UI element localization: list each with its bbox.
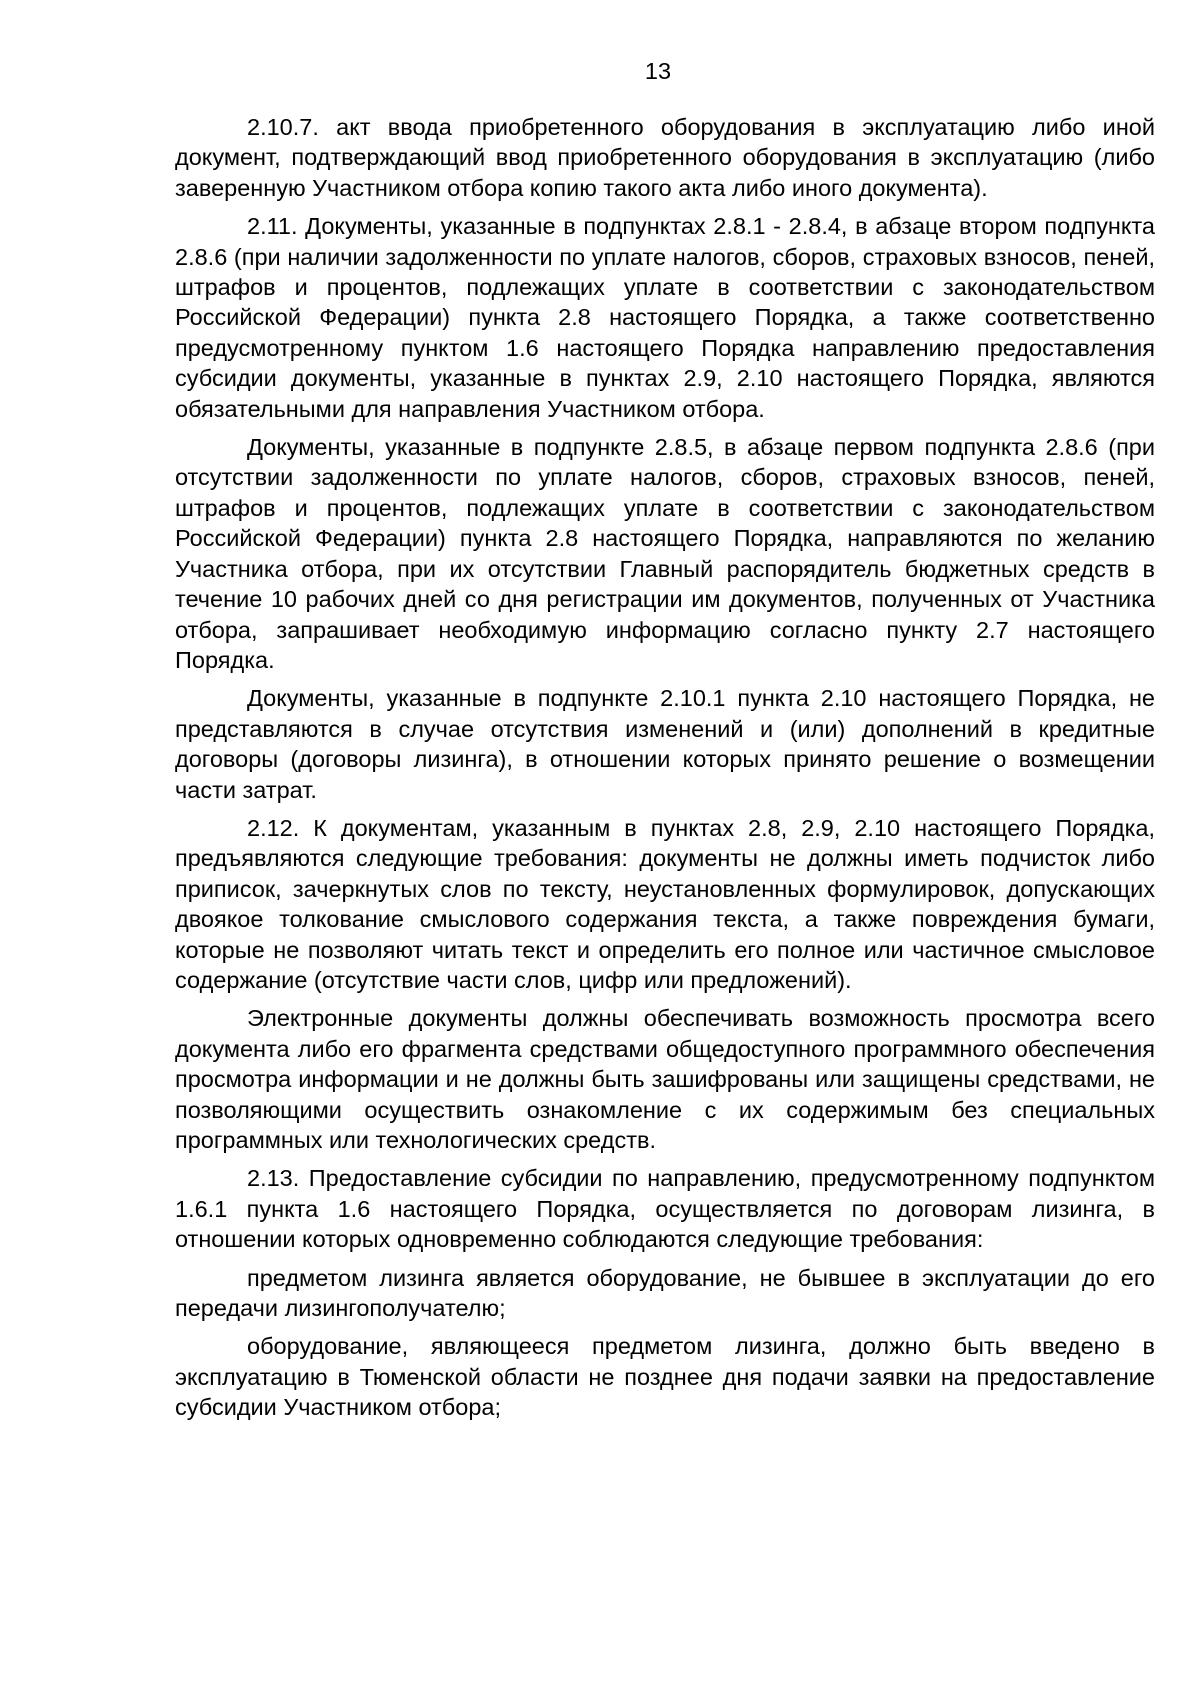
paragraph-not-submitted-documents: Документы, указанные в подпункте 2.10.1 пункта 2.10 настоящего Порядка, не представляются в случае отсутствия изменений и (или) дополнений в кредитные договоры (договоры лизинга), в отношении которых принято решение о возмещении части затрат. (175, 685, 1155, 803)
paragraph-2-13: 2.13. Предоставление субсидии по направлению, предусмотренному подпунктом 1.6.1 пункта 1.6 настоящего Порядка, осуществляется по договорам лизинга, в отношении которых одновременно соблюдаются следующие требования: (175, 1165, 1155, 1253)
paragraph-2-11: 2.11. Документы, указанные в подпунктах 2.8.1 - 2.8.4, в абзаце втором подпункта 2.8.6 (при наличии задолженности по уплате налогов, сборов, страховых взносов, пеней, штрафов и процентов, подлежащих уплате в соответствии с законодательством Российской Федерации) пункта 2.8 настоящего Порядка, а также соответственно предусмотренному пунктом 1.6 настоящего Порядка направлению предоставления субсидии документы, указанные в пунктах 2.9, 2.10 настоящего Порядка, являются обязательными для направления Участником отбора. (175, 213, 1155, 422)
page-number: 13 (644, 58, 672, 84)
paragraph-2-10-7: 2.10.7. акт ввода приобретенного оборудования в эксплуатацию либо иной документ, подтверждающий ввод приобретенного оборудования в эксплуатацию (либо заверенную Участником отбора копию такого акта либо иного документа). (175, 114, 1155, 201)
requirement-item: оборудование, являющееся предметом лизинга, должно быть введено в эксплуатацию в Тюменской области не позднее дня подачи заявки на предоставление субсидии Участником отбора; (175, 1333, 1155, 1421)
document-body (175, 112, 1155, 1431)
requirement-item: предметом лизинга является оборудование, не бывшее в эксплуатации до его передачи лизингополучателю; (175, 1264, 1155, 1322)
paragraph-electronic-documents: Электронные документы должны обеспечивать возможность просмотра всего документа либо его фрагмента средствами общедоступного программного обеспечения просмотра информации и не должны быть зашифрованы или защищены средствами, не позволяющими осуществить ознакомление с их содержимым без специальных программных или технологических средств. (175, 1005, 1155, 1153)
paragraph-optional-documents: Документы, указанные в подпункте 2.8.5, в абзаце первом подпункта 2.8.6 (при отсутствии задолженности по уплате налогов, сборов, страховых взносов, пеней, штрафов и процентов, подлежащих уплате в соответствии с законодательством Российской Федерации) пункта 2.8 настоящего Порядка, направляются по желанию Участника отбора, при их отсутствии Главный распорядитель бюджетных средств в течение 10 рабочих дней со дня регистрации им документов, полученных от Участника отбора, запрашивает необходимую информацию согласно пункту 2.7 настоящего Порядка. (175, 434, 1155, 673)
paragraph-2-12: 2.12. К документам, указанным в пунктах 2.8, 2.9, 2.10 настоящего Порядка, предъявляются следующие требования: документы не должны иметь подчисток либо приписок, зачеркнутых слов по тексту, неустановленных формулировок, допускающих двоякое толкование смыслового содержания текста, а также повреждения бумаги, которые не позволяют читать текст и определить его полное или частичное смысловое содержание (отсутствие части слов, цифр или предложений). (175, 814, 1155, 993)
